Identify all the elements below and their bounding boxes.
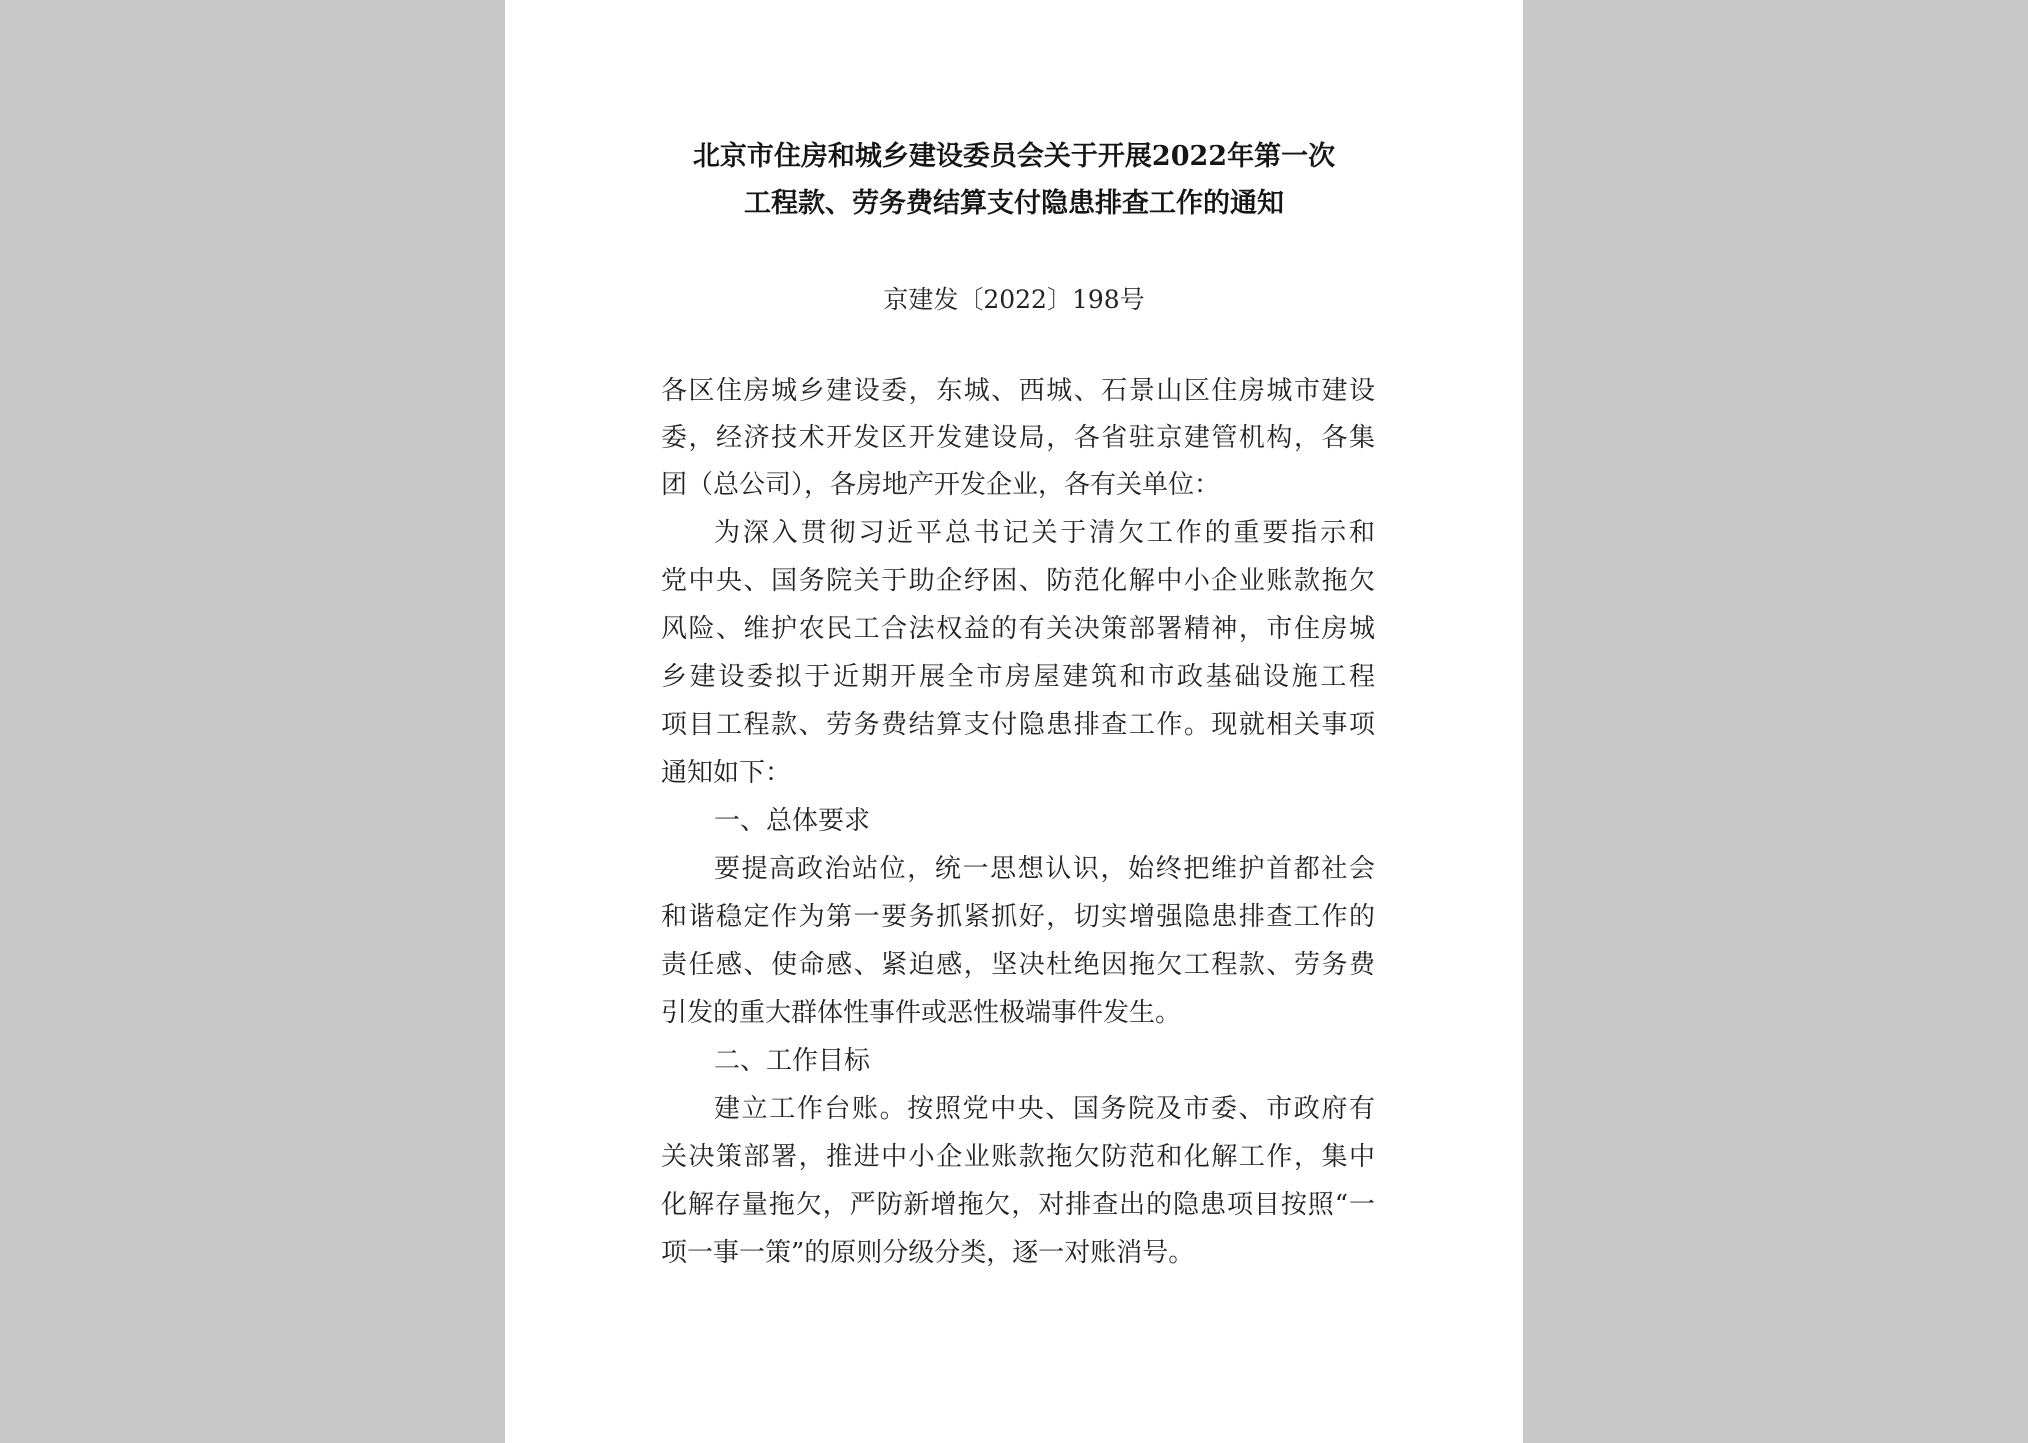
paragraph-line: 关决策部署，推进中小企业账款拖欠防范和化解工作，集中 [661,1142,1375,1172]
paragraph-line: 建立工作台账。按照党中央、国务院及市委、市政府有 [714,1094,1375,1124]
document-title-line-2: 工程款、劳务费结算支付隐患排查工作的通知 [744,188,1284,219]
addressee-line: 各区住房城乡建设委，东城、西城、石景山区住房城市建设 [661,376,1375,406]
paragraph-line: 项一事一策”的原则分级分类，逐一对账消号。 [661,1238,1195,1268]
paragraph-line: 责任感、使命感、紧迫感，坚决杜绝因拖欠工程款、劳务费 [661,950,1375,980]
paragraph-line: 化解存量拖欠，严防新增拖欠，对排查出的隐患项目按照“一 [661,1190,1375,1220]
section-heading: 一、总体要求 [714,806,871,836]
document-title-line-1: 北京市住房和城乡建设委员会关于开展2022年第一次 [692,141,1336,172]
addressee-line: 团（总公司），各房地产开发企业，各有关单位： [661,470,1221,500]
paragraph-line: 乡建设委拟于近期开展全市房屋建筑和市政基础设施工程 [661,662,1375,692]
section-heading: 二、工作目标 [714,1046,871,1076]
paragraph-line: 党中央、国务院关于助企纾困、防范化解中小企业账款拖欠 [661,566,1375,596]
paragraph-line: 项目工程款、劳务费结算支付隐患排查工作。现就相关事项 [661,710,1375,740]
paragraph-line: 引发的重大群体性事件或恶性极端事件发生。 [661,998,1182,1028]
paragraph-line: 要提高政治站位，统一思想认识，始终把维护首都社会 [714,854,1375,884]
document-page [505,0,1523,1443]
paragraph-line: 通知如下： [661,758,792,788]
paragraph-line: 和谐稳定作为第一要务抓紧抓好，切实增强隐患排查工作的 [661,902,1375,932]
addressee-line: 委，经济技术开发区开发建设局，各省驻京建管机构，各集 [661,423,1375,453]
document-number: 京建发〔2022〕198号 [883,285,1145,314]
paragraph-line: 为深入贯彻习近平总书记关于清欠工作的重要指示和 [714,518,1375,548]
paragraph-line: 风险、维护农民工合法权益的有关决策部署精神，市住房城 [661,614,1375,644]
